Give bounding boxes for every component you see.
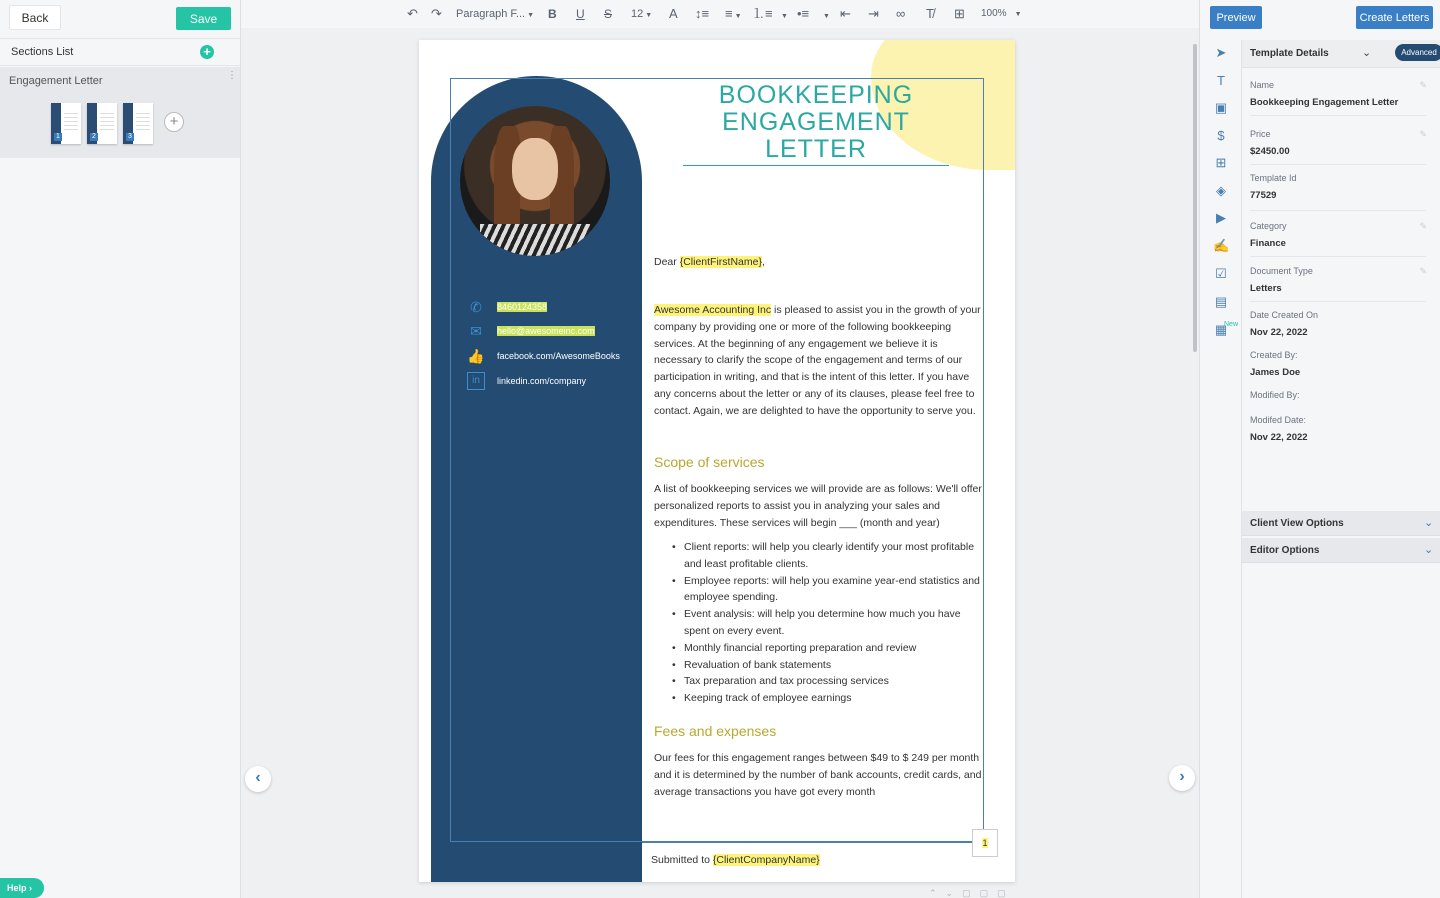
shapes-icon[interactable]: ◈ [1216, 183, 1226, 198]
fees-heading: Fees and expenses [654, 723, 777, 739]
tool-rail [1200, 40, 1242, 898]
contact-phone [467, 299, 547, 315]
add-page-icon[interactable]: + [164, 112, 184, 132]
list-style-caret-icon[interactable]: ▼ [823, 13, 830, 20]
chevron-down-icon[interactable]: ⌄ [1424, 517, 1434, 529]
page-thumbnail-1[interactable] [51, 103, 81, 144]
submitted-label: Submitted to [651, 854, 710, 866]
page-thumbnail-3[interactable] [123, 103, 153, 144]
canvas-scrollbar[interactable] [1193, 44, 1197, 352]
sections-list-header [0, 38, 240, 66]
section-card[interactable] [0, 67, 240, 158]
field-label: Document Type [1250, 266, 1313, 276]
strikethrough-icon[interactable]: S [604, 7, 613, 21]
page-thumbnail-2[interactable] [87, 103, 117, 144]
align-icon[interactable]: ≡ ▼ [725, 6, 742, 21]
list-item: • Employee reports: will help you examine year-end statistics and employee spending. [684, 573, 986, 607]
contact-facebook [467, 348, 620, 364]
preview-button[interactable]: Preview [1210, 6, 1262, 29]
submitted-to-line [651, 854, 820, 866]
field-value: Bookkeeping Engagement Letter [1250, 97, 1399, 108]
page-thumbnail-number: 1 [54, 133, 62, 141]
field-category [1250, 221, 1426, 257]
phone-icon: ✆ [470, 299, 482, 315]
field-modified-date [1250, 415, 1426, 451]
list-item: • Event analysis: will help you determine how much you have spent on every event. [684, 606, 986, 640]
indent-icon[interactable]: ⇥ [868, 6, 879, 21]
outdent-icon[interactable]: ⇤ [840, 6, 851, 21]
field-value: Nov 22, 2022 [1250, 327, 1308, 338]
ordered-list-icon[interactable]: ⒈≡ [752, 6, 773, 21]
intro-text: is pleased to assist you in the growth of your company by providing one or more of the following bookkeeping services. At the beginning of any engagement we believe it is necessary to clarify the scope of the engagement and terms of our participation in writing, and that is the intent of this letter. If you have any concerns about the letter or any of its clauses, please feel free to contact. Again, we are delighted to have the opportunity to serve you. [654, 304, 981, 417]
template-details [1242, 40, 1440, 443]
calculator-icon[interactable]: ▦ [1214, 322, 1228, 337]
font-size-value: 12 [631, 8, 644, 20]
create-letters-button[interactable]: Create Letters [1356, 6, 1433, 29]
editor-toolbar [241, 0, 1199, 28]
list-item: • Keeping track of employee earnings [684, 690, 986, 707]
field-modified-by [1250, 390, 1426, 412]
field-value: 77529 [1250, 190, 1277, 201]
help-label: Help [7, 883, 27, 893]
email-text: hello@awesomeinc.com [497, 326, 595, 336]
field-value: Finance [1250, 238, 1286, 249]
field-price [1250, 129, 1426, 165]
services-list [684, 539, 986, 707]
add-section-icon[interactable]: + [200, 45, 214, 59]
contact-linkedin [467, 372, 586, 390]
list-item: • Monthly financial reporting preparation and review [684, 640, 986, 657]
link-icon[interactable]: ∞ [896, 6, 906, 21]
list-item: • Revaluation of bank statements [684, 657, 986, 674]
editor-options-accordion[interactable] [1242, 538, 1440, 563]
template-details-header[interactable] [1242, 40, 1440, 68]
price-icon[interactable]: $ [1217, 128, 1225, 143]
client-company-merge-field: {ClientCompanyName} [712, 854, 820, 866]
paragraph-format-label: Paragraph F... [456, 8, 526, 20]
thumbs-up-icon: 👍 [467, 348, 485, 364]
field-value: James Doe [1250, 367, 1301, 378]
phone-text: 8460124358 [497, 302, 548, 312]
undo-icon[interactable]: ↶ [407, 6, 418, 21]
underline-icon[interactable]: U [576, 7, 585, 21]
field-created-by [1250, 350, 1426, 384]
mail-icon: ✉ [470, 323, 482, 339]
client-view-options-title: Client View Options [1250, 518, 1344, 529]
text-icon[interactable]: T [1217, 73, 1225, 88]
page-number-box [972, 829, 998, 857]
linkedin-icon: in [467, 372, 485, 390]
list-caret-icon[interactable]: ▼ [781, 13, 788, 20]
field-label: Price [1250, 129, 1271, 139]
section-name: Engagement Letter [9, 75, 103, 87]
field-value: $2450.00 [1250, 146, 1290, 157]
title-line-2: ENGAGEMENT LETTER [722, 108, 910, 163]
zoom-value: 100% [981, 8, 1007, 19]
client-first-name-merge-field: {ClientFirstName} [679, 256, 762, 268]
field-label: Modifed Date: [1250, 415, 1307, 425]
sections-panel [0, 0, 241, 898]
chevron-down-icon[interactable]: ⌄ [1424, 544, 1434, 556]
intro-paragraph [654, 302, 986, 420]
line-height-icon[interactable]: ↕≡ [695, 6, 710, 21]
scope-paragraph: A list of bookkeeping services we will provide are as follows: We'll offer personalized reports to assist you in analyzing your sales and expenditures. These services will begin ___ (month and year) [654, 483, 982, 529]
field-label: Modified By: [1250, 390, 1300, 400]
advanced-button[interactable]: Advanced [1395, 44, 1440, 61]
contact-email [467, 323, 595, 339]
section-block-icon[interactable]: ▤ [1214, 294, 1228, 309]
page-number: 1 [982, 838, 988, 848]
list-item: • Client reports: will help you clearly identify your most profitable and least profitable clients. [684, 539, 986, 573]
video-icon[interactable]: ▶ [1216, 210, 1226, 225]
title-line-1: BOOKKEEPING [718, 81, 914, 109]
more-options-icon[interactable]: ⋮ [227, 70, 237, 81]
field-value: Nov 22, 2022 [1250, 432, 1308, 443]
scope-heading: Scope of services [654, 454, 765, 470]
field-template-id [1250, 173, 1426, 211]
edit-icon[interactable]: ✎ [1419, 221, 1427, 231]
salutation [654, 254, 986, 271]
salutation-text: Dear [654, 256, 677, 268]
redo-icon[interactable]: ↷ [431, 6, 442, 21]
bold-icon[interactable]: B [548, 7, 557, 21]
field-label: Created By: [1250, 350, 1298, 360]
profile-photo [460, 106, 610, 256]
page-thumbnail-number: 3 [126, 133, 134, 141]
table-block-icon[interactable]: ⊞ [1215, 155, 1227, 170]
fees-paragraph: Our fees for this engagement ranges between $49 to $ 249 per month and it is determined by the number of bank accounts, credit cards, and average transactions you have got every month [654, 752, 982, 798]
field-name [1250, 80, 1426, 116]
editor-options-title: Editor Options [1250, 545, 1320, 556]
document-title [681, 82, 951, 166]
save-button[interactable]: Save [176, 7, 231, 30]
field-value: Letters [1250, 283, 1282, 294]
help-button[interactable]: Help › [0, 878, 44, 898]
unordered-list-icon[interactable]: •≡ [797, 6, 810, 21]
image-icon[interactable]: ▣ [1214, 100, 1228, 115]
company-name-highlight: Awesome Accounting Inc [654, 304, 772, 316]
salutation-end: , [761, 256, 765, 268]
clear-formatting-icon[interactable]: T̸ [926, 6, 934, 21]
new-badge: New [1224, 321, 1239, 328]
paragraph-format-dropdown[interactable]: Paragraph F... ▼ [456, 8, 535, 20]
edit-icon[interactable]: ✎ [1419, 80, 1427, 90]
list-item: • Tax preparation and tax processing services [684, 673, 986, 690]
template-details-title: Template Details [1250, 48, 1329, 59]
client-view-options-accordion[interactable] [1242, 511, 1440, 536]
back-button[interactable]: Back [9, 5, 61, 30]
page-thumbnail-number: 2 [90, 133, 98, 141]
properties-panel [1199, 0, 1440, 898]
next-page-button[interactable]: › [1169, 765, 1195, 791]
cursor-icon[interactable]: ➤ [1215, 45, 1227, 60]
field-label: Template Id [1250, 173, 1297, 183]
table-icon[interactable]: ⊞ [954, 6, 965, 21]
footer-divider [642, 842, 985, 843]
signature-icon[interactable]: ✍ [1213, 238, 1230, 253]
sections-list-title: Sections List [11, 46, 74, 58]
edit-icon[interactable]: ✎ [1419, 266, 1427, 276]
previous-page-button[interactable]: ‹ [245, 766, 271, 792]
facebook-text: facebook.com/AwesomeBooks [497, 351, 620, 361]
text-color-icon[interactable]: A [669, 6, 678, 21]
field-document-type [1250, 266, 1426, 302]
form-field-icon[interactable]: ☑ [1215, 266, 1227, 281]
field-label: Name [1250, 80, 1275, 90]
font-size-dropdown[interactable]: 12 ▼ [631, 8, 653, 20]
zoom-dropdown[interactable]: 100% ▼ [981, 8, 1022, 19]
field-date-created [1250, 310, 1426, 346]
field-label: Category [1250, 221, 1287, 231]
document-page[interactable] [419, 40, 1015, 882]
linkedin-text: linkedin.com/company [497, 376, 587, 386]
edit-icon[interactable]: ✎ [1419, 129, 1427, 139]
chevron-down-icon[interactable]: ⌄ [1362, 47, 1372, 59]
field-label: Date Created On [1250, 310, 1319, 320]
page-tools[interactable]: ⌃⌄▢▢▢ [929, 888, 1015, 898]
